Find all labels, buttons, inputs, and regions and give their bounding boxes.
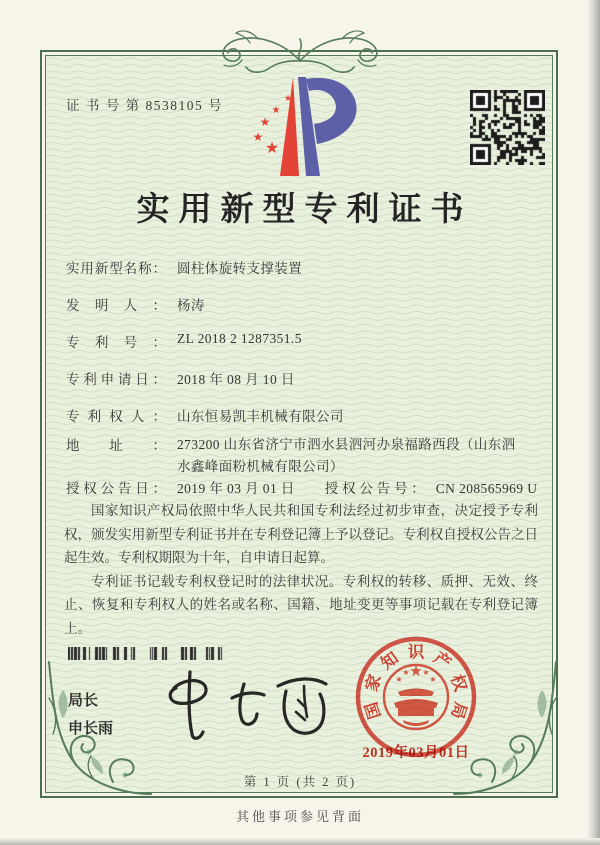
body-paragraph-1: 国家知识产权局依照中华人民共和国专利法经过初步审查，决定授予专利权，颁发实用新型专利证书并在专利登记簿上予以登记。专利权自授权公告之日起生效。专利权期限为十年，自申请日起算。 (64, 503, 538, 565)
certificate-number: 证 书 号 第 8538105 号 (66, 98, 224, 113)
svg-text:★: ★ (422, 668, 430, 677)
field-value: CN 208565969 U (435, 481, 538, 496)
field-row-patentee (66, 405, 344, 425)
footer-note: 其他事项参见背面 (235, 809, 364, 824)
commissioner-name: 申长雨 (68, 720, 114, 737)
seal-date: 2019年03月01日 (362, 745, 470, 761)
field-row-inventor (66, 294, 205, 314)
field-value: 山东恒易凯丰机械有限公司 (177, 409, 344, 424)
field-value: 2019 年 03 月 01 日 (177, 481, 295, 496)
field-label: 发明人： (66, 298, 166, 313)
signature-handwriting (160, 664, 335, 748)
field-label: 授权公告号： (324, 481, 425, 496)
page-indicator: 第 1 页 (共 2 页) (243, 775, 357, 789)
field-value: ZL 2018 2 1287351.5 (177, 331, 302, 346)
field-row-filing-date (66, 368, 295, 388)
field-label: 专利号： (66, 335, 166, 350)
top-flourish-ornament (197, 27, 403, 73)
svg-text:★: ★ (429, 675, 437, 684)
field-value: 圆柱体旋转支撑装置 (177, 261, 303, 276)
field-label: 授权公告日： (66, 481, 166, 496)
scan-edge-right (587, 0, 600, 845)
svg-text:权: 权 (447, 672, 471, 694)
field-value: 杨涛 (177, 298, 205, 313)
svg-text:国: 国 (361, 699, 385, 722)
commissioner-block (68, 687, 113, 743)
svg-text:★: ★ (259, 115, 271, 129)
field-value: 273200 山东省济宁市泗水县泗河办泉福路西段（山东泗水鑫峰面粉机械有限公司） (177, 437, 516, 474)
svg-text:家: 家 (361, 672, 385, 694)
svg-text:★: ★ (395, 675, 403, 684)
svg-text:知: 知 (377, 647, 402, 674)
svg-text:识: 识 (407, 642, 425, 662)
qr-code (470, 90, 545, 165)
field-label: 地址： (66, 438, 166, 453)
body-paragraph-2: 专利证书记载专利权登记时的法律状况。专利权的转移、质押、无效、终止、恢复和专利权人的姓名或名称、国籍、地址变更等事项记载在专利登记簿上。 (64, 573, 538, 636)
barcode (68, 647, 226, 660)
field-row-patent-number (66, 331, 302, 351)
svg-text:★: ★ (271, 105, 281, 116)
svg-text:★: ★ (402, 668, 410, 677)
field-row-grant (66, 477, 537, 497)
svg-text:局: 局 (447, 699, 471, 722)
certificate-body (64, 499, 538, 640)
svg-text:★: ★ (252, 130, 264, 144)
field-row-address (66, 434, 518, 478)
cnipa-logo-icon (231, 72, 367, 182)
commissioner-title: 局长 (68, 692, 99, 709)
scan-edge-bottom (0, 838, 600, 845)
svg-text:★: ★ (264, 138, 280, 157)
certificate-title: 实用新型专利证书 (136, 192, 473, 228)
grant-number-pair (325, 481, 538, 496)
field-label: 专利权人： (66, 409, 166, 424)
field-row-name (66, 257, 302, 277)
field-label: 实用新型名称： (66, 261, 166, 276)
field-label: 专利申请日： (66, 372, 166, 387)
grant-date-pair (66, 481, 295, 496)
svg-text:★: ★ (283, 94, 293, 104)
svg-text:产: 产 (430, 647, 455, 674)
svg-text:★: ★ (409, 662, 423, 680)
field-value: 2018 年 08 月 10 日 (177, 372, 295, 387)
